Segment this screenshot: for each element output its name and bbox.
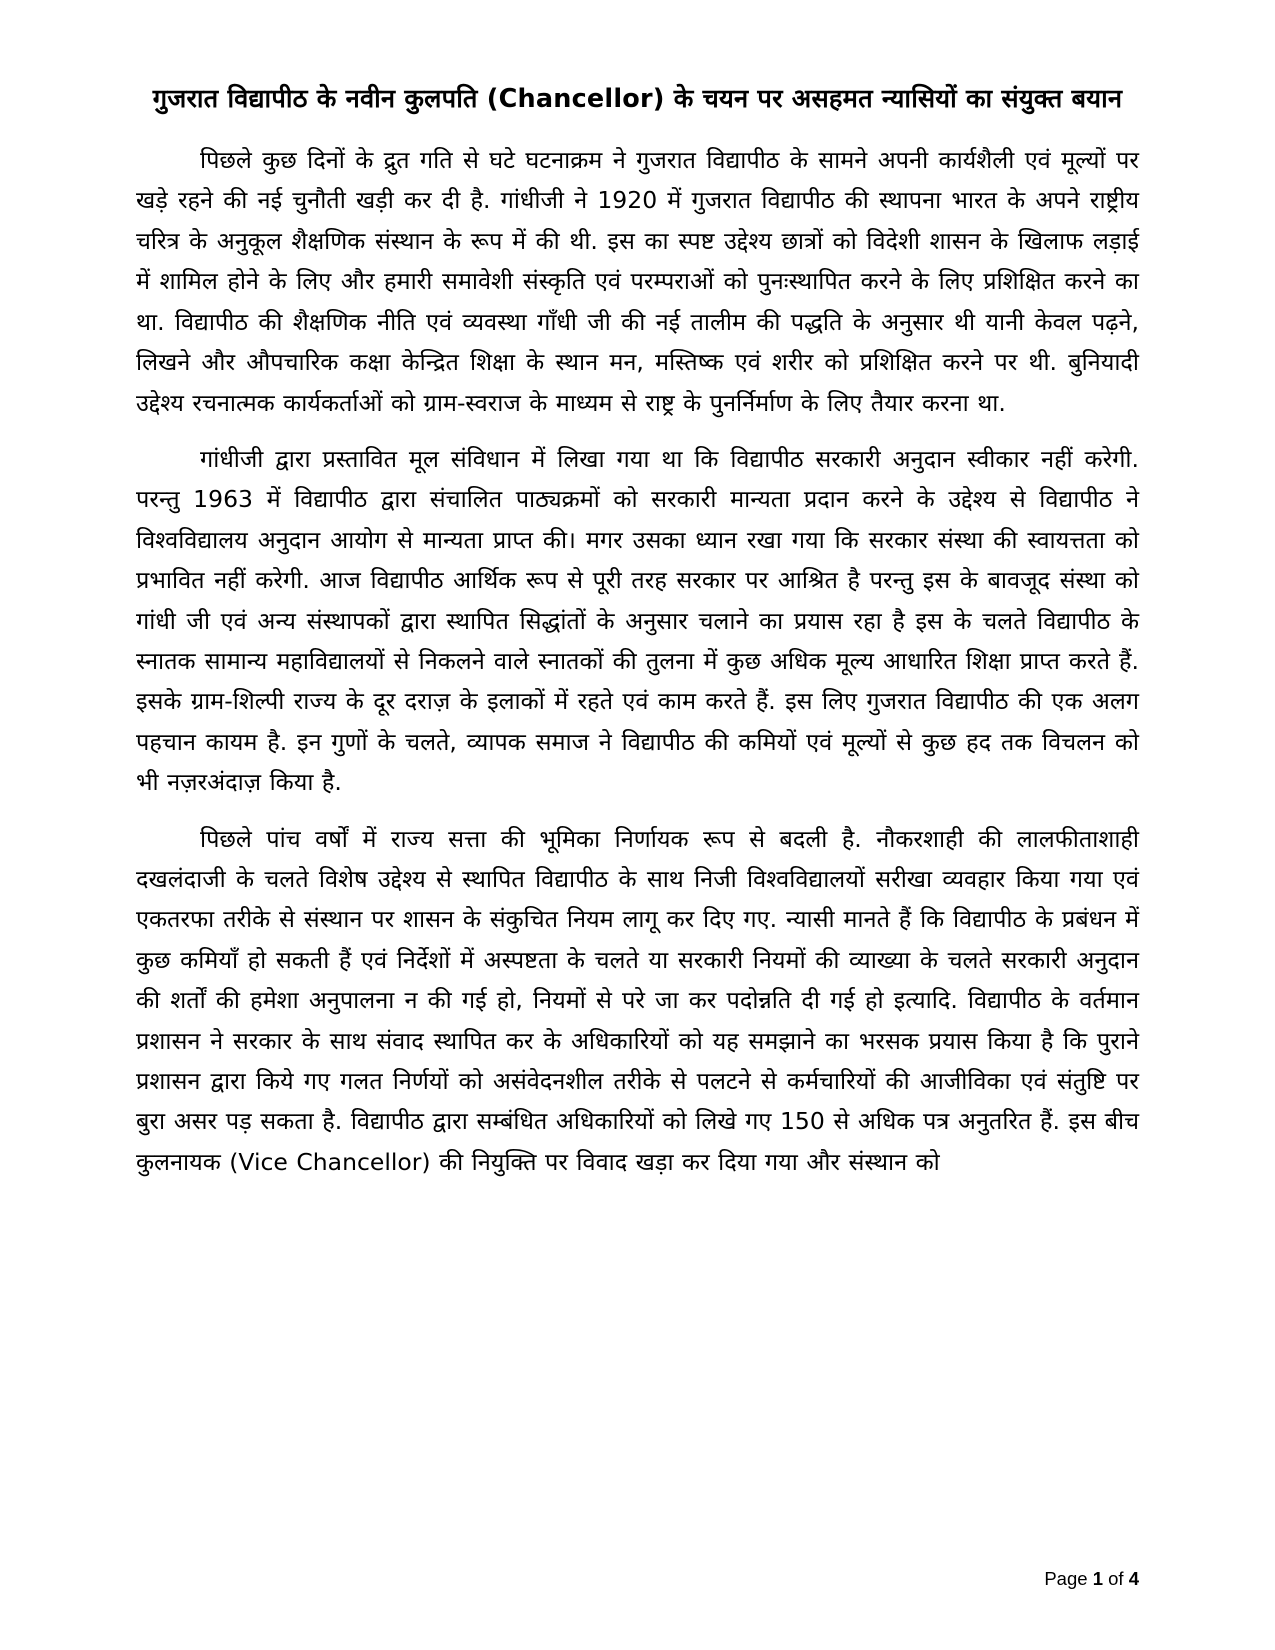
paragraph-1: पिछले कुछ दिनों के द्रुत गति से घटे घटनाक्रम ने गुजरात विद्यापीठ के सामने अपनी कार्यशैली एवं मूल्यों पर खड़े रहने की नई चुनौती खड़ी कर दी है. गांधीजी ने 1920 में गुजरात विद्यापीठ की स्थापना भारत के अपने राष्ट्रीय चरित्र के अनुकूल शैक्षणिक संस्थान के रूप में की थी. इस का स्पष्ट उद्देश्य छात्रों को विदेशी शासन के खिलाफ लड़ाई में शामिल होने के लिए और हमारी समावेशी संस्कृति एवं परम्पराओं को पुनःस्थापित करने के लिए प्रशिक्षित करने का था. विद्यापीठ की शैक्षणिक नीति एवं व्यवस्था गाँधी जी की नई तालीम की पद्धति के अनुसार थी यानी केवल पढ़ने, लिखने और औपचारिक कक्षा केन्द्रित शिक्षा के स्थान मन, मस्तिष्क एवं शरीर को प्रशिक्षित करने पर थी. बुनियादी उद्देश्य रचनात्मक कार्यकर्ताओं को ग्राम-स्वराज के माध्यम से राष्ट्र के पुनर्निर्माण के लिए तैयार करना था. bbox=[136, 146, 1139, 417]
footer-total-pages: 4 bbox=[1128, 1568, 1139, 1589]
footer-of-label: of bbox=[1108, 1568, 1124, 1589]
page-title: गुजरात विद्यापीठ के नवीन कुलपति (Chancellor) के चयन पर असहमत न्यासियों का संयुक्त बयान bbox=[152, 84, 1123, 114]
page-footer bbox=[136, 1568, 1139, 1590]
footer-page-label: Page bbox=[1044, 1568, 1088, 1589]
paragraph-3: पिछले पांच वर्षों में राज्य सत्ता की भूमिका निर्णायक रूप से बदली है. नौकरशाही की लालफीताशाही दखलंदाजी के चलते विशेष उद्देश्य से स्थापित विद्यापीठ के साथ निजी विश्वविद्यालयों सरीखा व्यवहार किया गया एवं एकतरफा तरीके से संस्थान पर शासन के संकुचित नियम लागू कर दिए गए. न्यासी मानते हैं कि विद्यापीठ के प्रबंधन में कुछ कमियाँ हो सकती हैं एवं निर्देशों में अस्पष्टता के चलते या सरकारी नियमों की व्याख्या के चलते सरकारी अनुदान की शर्तों की हमेशा अनुपालना न की गई हो, नियमों से परे जा कर पदोन्नति दी गई हो इत्यादि. विद्यापीठ के वर्तमान प्रशासन ने सरकार के साथ संवाद स्थापित कर के अधिकारियों को यह समझाने का भरसक प्रयास किया है कि पुराने प्रशासन द्वारा किये गए गलत निर्णयों को असंवेदनशील तरीके से पलटने से कर्मचारियों की आजीविका एवं संतुष्टि पर बुरा असर पड़ सकता है. विद्यापीठ द्वारा सम्बंधित अधिकारियों को लिखे गए 150 से अधिक पत्र अनुतरित हैं. इस बीच कुलनायक (Vice Chancellor) की नियुक्ति पर विवाद खड़ा कर दिया गया और संस्थान को bbox=[136, 824, 1139, 1176]
paragraph-2: गांधीजी द्वारा प्रस्तावित मूल संविधान में लिखा गया था कि विद्यापीठ सरकारी अनुदान स्वीकार नहीं करेगी. परन्तु 1963 में विद्यापीठ द्वारा संचालित पाठ्यक्रमों को सरकारी मान्यता प्रदान करने के उद्देश्य से विद्यापीठ ने विश्वविद्यालय अनुदान आयोग से मान्यता प्राप्त की। मगर उसका ध्यान रखा गया कि सरकार संस्था की स्वायत्तता को प्रभावित नहीं करेगी. आज विद्यापीठ आर्थिक रूप से पूरी तरह सरकार पर आश्रित है परन्तु इस के बावजूद संस्था को गांधी जी एवं अन्य संस्थापकों द्वारा स्थापित सिद्धांतों के अनुसार चलाने का प्रयास रहा है इस के चलते विद्यापीठ के स्नातक सामान्य महाविद्यालयों से निकलने वाले स्नातकों की तुलना में कुछ अधिक मूल्य आधारित शिक्षा प्राप्त करते हैं. इसके ग्राम-शिल्पी राज्य के दूर दराज़ के इलाकों में रहते एवं काम करते हैं. इस लिए गुजरात विद्यापीठ की एक अलग पहचान कायम है. इन गुणों के चलते, व्यापक समाज ने विद्यापीठ की कमियों एवं मूल्यों से कुछ हद तक विचलन को भी नज़रअंदाज़ किया है. bbox=[136, 444, 1139, 797]
footer-page-number: 1 bbox=[1092, 1568, 1103, 1589]
